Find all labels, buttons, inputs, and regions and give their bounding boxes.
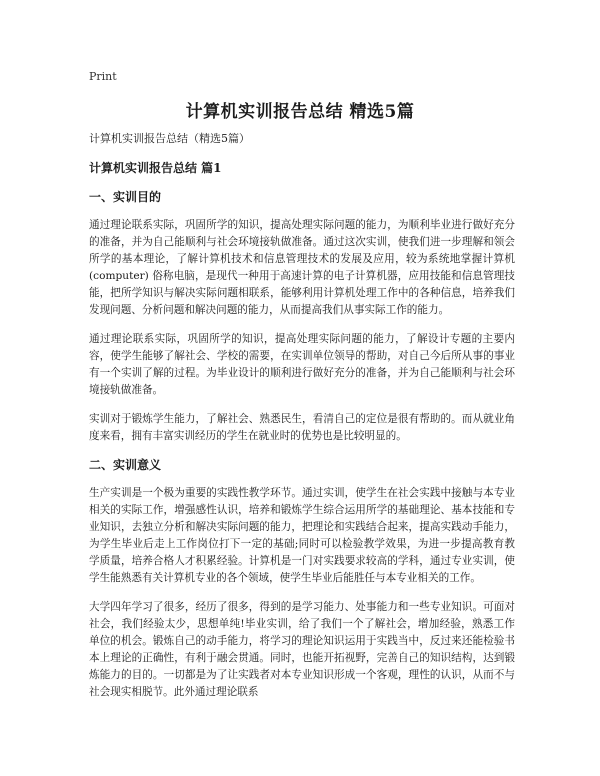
print-label[interactable]: Print — [89, 70, 117, 83]
heading-significance: 二、实训意义 — [89, 458, 162, 472]
heading-purpose: 一、实训目的 — [89, 190, 162, 204]
section-title: 计算机实训报告总结 篇1 — [89, 161, 222, 175]
paragraph-3: 实训对于锻炼学生能力，了解社会、熟悉民生，看清自己的定位是很有帮助的。而从就业角度来看，拥有丰富实训经历的学生在就业时的优势也是比较明显的。 — [89, 413, 515, 442]
paragraph-2: 通过理论联系实际，巩固所学的知识，提高处理实际问题的能力，了解设计专题的主要内容，使学生能够了解社会、学校的需要，在实训单位领导的帮助，对自己今后所从事的事业有一个实训了解的过程。为毕业设计的顺利进行做好充分的准备，并为自己能顺利与社会环境接轨做准备。 — [89, 333, 515, 396]
document-title: 计算机实训报告总结 精选5篇 — [185, 102, 415, 122]
document-body — [89, 131, 515, 713]
paragraph-1: 通过理论联系实际，巩固所学的知识，提高处理实际问题的能力，为顺利毕业进行做好充分的准备，并为自己能顺利与社会环境接轨做准备。通过这次实训，使我们进一步理解和领会所学的基本理论，了解计算机技术和信息管理技术的发展及应用，较为系统地掌握计算机(computer) 俗称电脑，是现代一种用于高速计算的电子计算机器，应用技能和信息管理技能，把所学知识与解决实际问题相联系，能够利用计算机处理工作中的各种信息，培养我们发现问题、分析问题和解决问题的能力，从而提高我们从事实际工作的能力。 — [89, 219, 515, 316]
paragraph-4: 生产实训是一个极为重要的实践性教学环节。通过实训，使学生在社会实践中接触与本专业相关的实际工作，增强感性认识，培养和锻炼学生综合运用所学的基础理论、基本技能和专业知识，去独立分析和解决实际问题的能力，把理论和实践结合起来，提高实践动手能力，为学生毕业后走上工作岗位打下一定的基础;同时可以检验教学效果，为进一步提高教育教学质量，培养合格人才积累经验。计算机是一门对实践要求较高的学科，通过专业实训，使学生能熟悉有关计算机专业的各个领域，使学生毕业后能胜任与本专业相关的工作。 — [89, 487, 515, 584]
paragraph-5: 大学四年学习了很多，经历了很多，得到的是学习能力、处事能力和一些专业知识。可面对社会，我们经验太少，思想单纯!毕业实训，给了我们一个了解社会，增加经验，熟悉工作单位的机会。锻炼自己的动手能力，将学习的理论知识运用于实践当中，反过来还能检验书本上理论的正确性，有利于融会贯通。同时，也能开拓视野，完善自己的知识结构，达到锻炼能力的目的。一切都是为了让实践者对本专业知识形成一个客观，理性的认识，从而不与社会现实相脱节。此外通过理论联系 — [89, 601, 515, 698]
document-subtitle: 计算机实训报告总结（精选5篇） — [89, 132, 250, 145]
